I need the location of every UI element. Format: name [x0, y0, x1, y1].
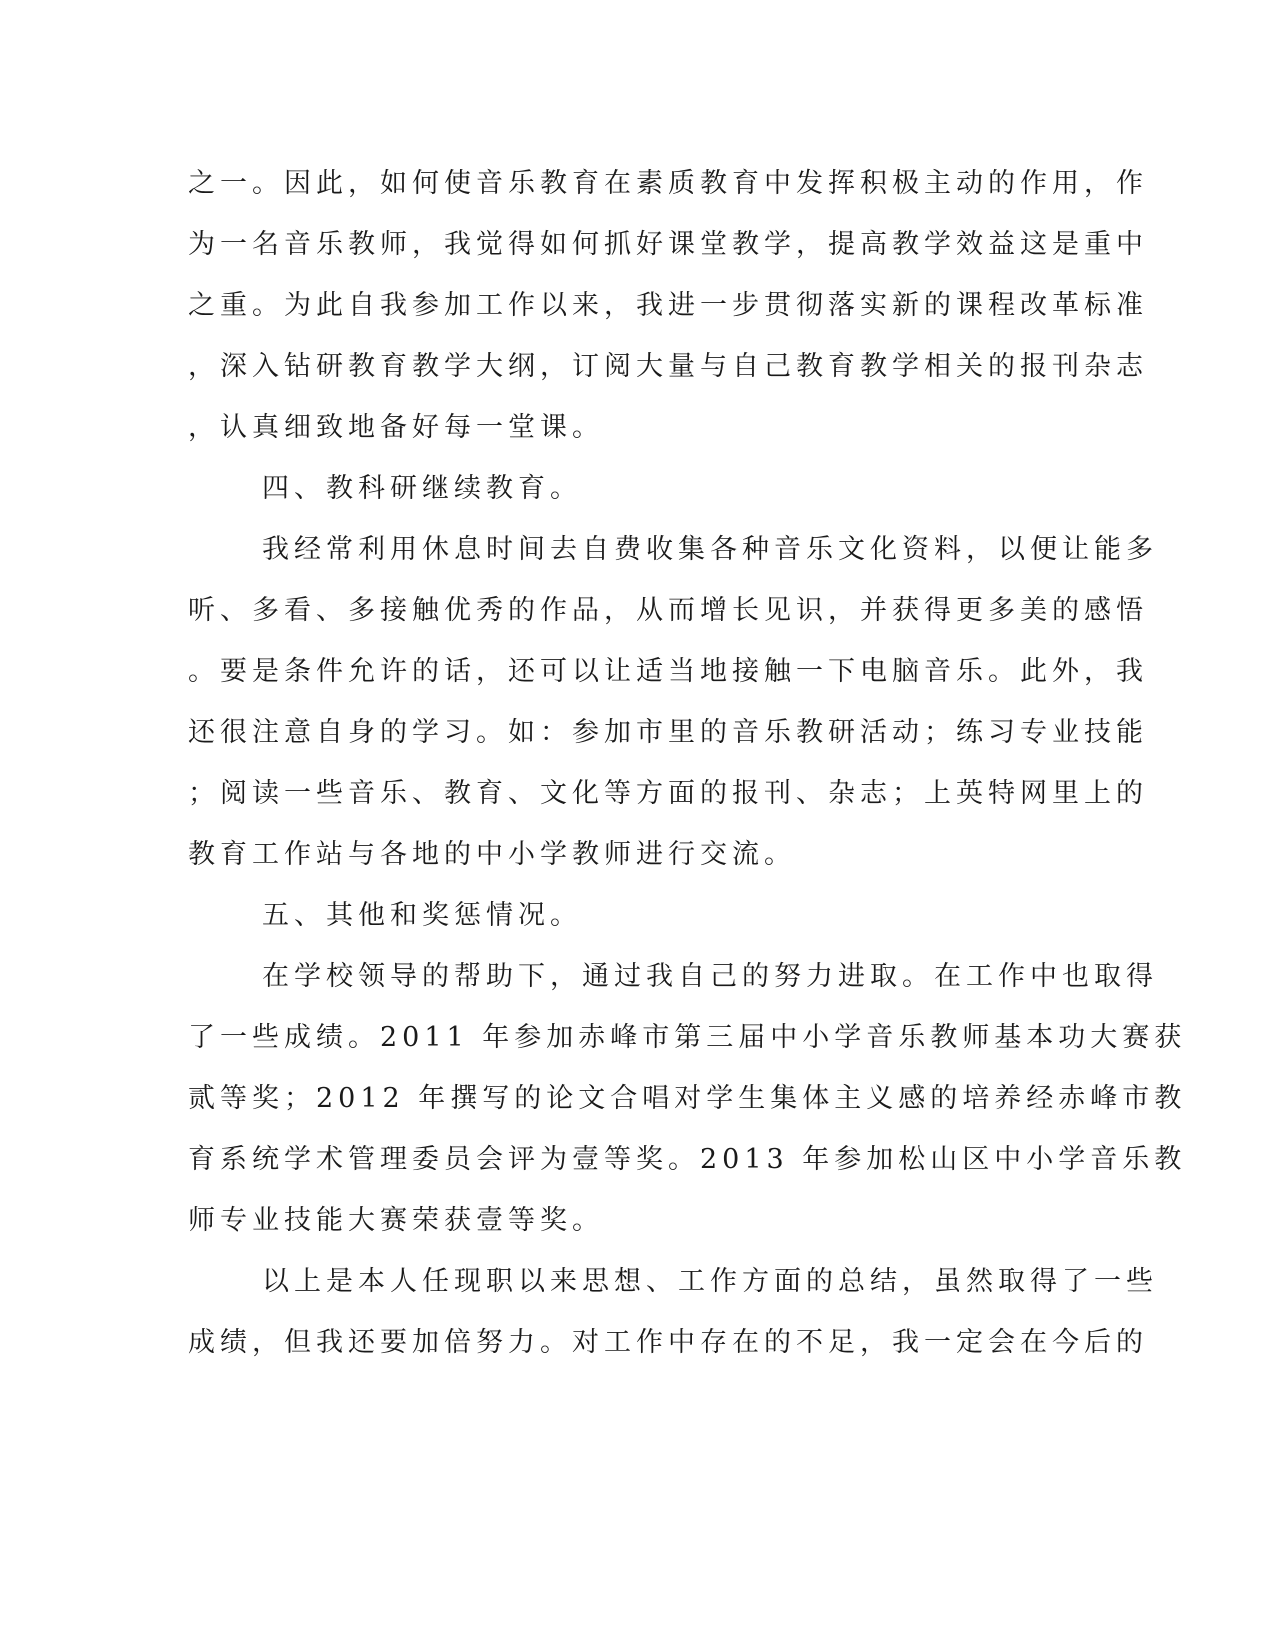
- text-line: 之一。因此，如何使音乐教育在素质教育中发挥积极主动的作用，作: [188, 168, 1148, 199]
- text-line: 了一些成绩。2011 年参加赤峰市第三届中小学音乐教师基本功大赛获: [188, 1022, 1187, 1053]
- text-line: 在学校领导的帮助下，通过我自己的努力进取。在工作中也取得: [262, 961, 1158, 992]
- text-line: 以上是本人任现职以来思想、工作方面的总结，虽然取得了一些: [262, 1266, 1158, 1297]
- section-heading: 五、其他和奖惩情况。: [262, 900, 582, 931]
- text-line: 育系统学术管理委员会评为壹等奖。2013 年参加松山区中小学音乐教: [188, 1144, 1187, 1175]
- text-line: 我经常利用休息时间去自费收集各种音乐文化资料，以便让能多: [262, 534, 1158, 565]
- text-line: ，认真细致地备好每一堂课。: [188, 412, 604, 443]
- text-line: 教育工作站与各地的中小学教师进行交流。: [188, 839, 796, 870]
- text-line: 。要是条件允许的话，还可以让适当地接触一下电脑音乐。此外，我: [188, 656, 1148, 687]
- text-line: 成绩，但我还要加倍努力。对工作中存在的不足，我一定会在今后的: [188, 1327, 1148, 1358]
- section-heading: 四、教科研继续教育。: [262, 473, 582, 504]
- document-body: [188, 153, 1187, 1373]
- text-line: 听、多看、多接触优秀的作品，从而增长见识，并获得更多美的感悟: [188, 595, 1148, 626]
- text-line: 贰等奖；2012 年撰写的论文合唱对学生集体主义感的培养经赤峰市教: [188, 1083, 1187, 1114]
- text-line: 师专业技能大赛荣获壹等奖。: [188, 1205, 604, 1236]
- text-line: 还很注意自身的学习。如：参加市里的音乐教研活动；练习专业技能: [188, 717, 1148, 748]
- text-line: ；阅读一些音乐、教育、文化等方面的报刊、杂志；上英特网里上的: [188, 778, 1148, 809]
- text-line: 为一名音乐教师，我觉得如何抓好课堂教学，提高教学效益这是重中: [188, 229, 1148, 260]
- text-line: 之重。为此自我参加工作以来，我进一步贯彻落实新的课程改革标准: [188, 290, 1148, 321]
- text-line: ，深入钻研教育教学大纲，订阅大量与自己教育教学相关的报刊杂志: [188, 351, 1148, 382]
